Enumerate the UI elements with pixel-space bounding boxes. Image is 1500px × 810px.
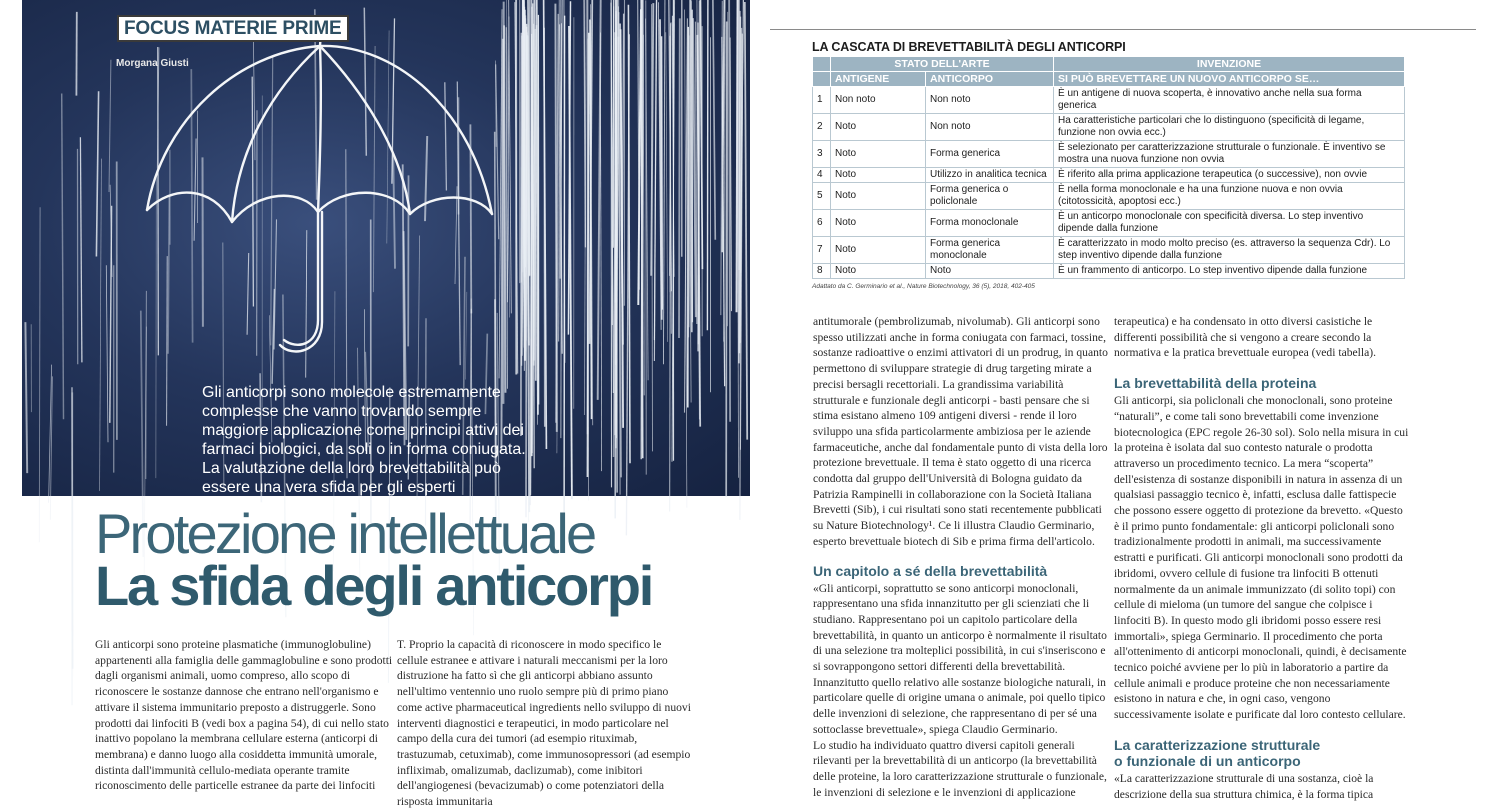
row-condition: È riferito alla prima applicazione terapeutica (o successive), non ovvie (1054, 168, 1405, 183)
paragraph: Lo studio ha individuato quattro diversi capitoli generali rilevanti per la brevettabilità di un anticorpo (la brevettabilità delle proteine, la loro caratterizzazione strutturale o funzionale, le invenzioni di selezione e le invenzioni di applicazione (813, 738, 1111, 801)
row-number: 7 (813, 237, 831, 264)
table-title: LA CASCATA DI BREVETTABILITÀ DEGLI ANTICORPI (812, 40, 1126, 54)
subheading: o funzionale di un anticorpo (1114, 753, 1410, 769)
body-column-2 (397, 637, 691, 810)
table-header-empty (813, 57, 831, 72)
table-row (813, 141, 1405, 168)
table-header-empty (813, 72, 831, 87)
hero-image (22, 0, 750, 496)
row-condition: È selezionato per caratterizzazione strutturale o funzionale. È inventivo se mostra una nuova funzione non ovvia (1054, 141, 1405, 168)
paragraph: Gli anticorpi, sia policlonali che monoclonali, sono proteine “naturali”, e come tali sono brevettabili come invenzione biotecnologica (EPC regole 26-30 sol). Solo nella misura in cui la proteina è isolata dal suo contesto naturale o prodotta attraverso un procedimento tecnico. La mera “scoperta” dell'esistenza di sostanze disponibili in natura in assenza di un qualsiasi passaggio tecnico è, infatti, esclusa dalle fattispecie che possono essere oggetto di protezione da brevetto. «Questo è il primo punto fondamentale: gli anticorpi policlonali sono tradizionalmente prodotti in animali, ma successivamente estratti e purificati. Gli anticorpi monoclonali sono prodotti da ibridomi, ovvero cellule di fusione tra linfociti B ottenuti normalmente da un animale immunizzato (di solito topi) con cellule di mieloma (un tumore del sangue che colpisce i linfociti B). In questo modo gli ibridomi posso essere resi immortali», spiega Germinario. Il procedimento che porta all'ottenimento di anticorpi monoclonali, quindi, è decisamente tecnico poiché avviene per lo più in laboratorio a partire da cellule animali e produce proteine che non necessariamente esistono in natura e che, in ogni caso, vengono successivamente isolate e purificate dal loro contesto cellulare. (1114, 393, 1410, 723)
row-number: 4 (813, 168, 831, 183)
table-source: Adattato da C. Germinario et al., Nature Biotechnology, 36 (5), 2018, 402-405 (812, 283, 1035, 290)
row-antibody: Utilizzo in analitica tecnica (926, 168, 1054, 183)
paragraph: «La caratterizzazione strutturale di una sostanza, cioè la descrizione della sua struttura chimica, è la forma tipica (1114, 771, 1410, 802)
table-row (813, 114, 1405, 141)
row-condition: È un frammento di anticorpo. Lo step inventivo dipende dalla funzione (1054, 264, 1405, 279)
table-row (813, 264, 1405, 279)
row-condition: Ha caratteristiche particolari che lo distinguono (specificità di legame, funzione non ovvia ecc.) (1054, 114, 1405, 141)
paragraph: antitumorale (pembrolizumab, nivolumab). Gli anticorpi sono spesso utilizzati anche in forma coniugata con farmaci, tossine, sostanze radioattive o enzimi attivatori di un prodrug, in quanto permettono di sviluppare strategie di drug targeting mirate a precisi bersagli recettoriali. La grandissima variabilità strutturale e funzionale degli anticorpi - basti pensare che si stima esistano almeno 109 antigeni diversi - rende il loro sviluppo una sfida particolarmente ambiziosa per le aziende farmaceutiche, anche dal fondamentale punto di vista della loro protezione brevettuale. Il tema è stato oggetto di una ricerca condotta dal gruppo dell'Università di Bologna guidato da Patrizia Rampinelli in collaborazione con la Società Italiana Brevetti (Sib), i cui risultati sono stati recentemente pubblicati su Nature Biotechnology¹. Ce li illustra Claudio Germinario, esperto brevettuale biotech di Sib e prima firma dell'articolo. (813, 314, 1111, 550)
table-row (813, 87, 1405, 114)
row-condition: È un antigene di nuova scoperta, è innovativo anche nella sua forma generica (1054, 87, 1405, 114)
subheading: Un capitolo a sé della brevettabilità (813, 563, 1111, 579)
row-antibody: Forma generica (926, 141, 1054, 168)
row-antibody: Non noto (926, 87, 1054, 114)
table-group-invention: INVENZIONE (1054, 57, 1405, 72)
table-row (813, 183, 1405, 210)
row-antigen: Noto (831, 141, 926, 168)
table-header-antibody: ANTICORPO (926, 72, 1054, 87)
row-antigen: Noto (831, 210, 926, 237)
byline: Morgana Giusti (116, 58, 189, 69)
hero-caption: Gli anticorpi sono molecole estremamente complesse che vanno trovando sempre maggiore applicazione come principi attivi dei farmaci biologici, da soli o in forma coniugata. La valutazione della loro brevettabilità può essere una vera sfida per gli esperti (202, 383, 532, 497)
paragraph: T. Proprio la capacità di riconoscere in modo specifico le cellule estranee e attivare i naturali meccanismi per la loro distruzione ha fatto sì che gli anticorpi abbiano assunto nell'ultimo ventennio uno ruolo sempre più di primo piano come active pharmaceutical ingredients nello sviluppo di nuovi interventi diagnostici e terapeutici, in modo particolare nel campo della cura dei tumori (ad esempio rituximab, trastuzumab, cetuximab), come immunosopressori (ad esempio infliximab, omalizumab, daclizumab), come inibitori dell'angiogenesi (bevacizumab) o come potenziatori della risposta immunitaria (397, 637, 691, 810)
row-antigen: Noto (831, 168, 926, 183)
subheading: La brevettabilità della proteina (1114, 375, 1410, 391)
row-antigen: Noto (831, 264, 926, 279)
row-number: 2 (813, 114, 831, 141)
row-antibody: Noto (926, 264, 1054, 279)
page-top-rule (770, 29, 1476, 30)
row-number: 5 (813, 183, 831, 210)
body-column-4 (1114, 314, 1410, 802)
row-condition: È caratterizzato in modo molto preciso (es. attraverso la sequenza Cdr). Lo step inventivo dipende dalla funzione (1054, 237, 1405, 264)
table-row (813, 237, 1405, 264)
row-antibody: Forma generica o policlonale (926, 183, 1054, 210)
row-antigen: Non noto (831, 87, 926, 114)
row-antigen: Noto (831, 183, 926, 210)
paragraph: «Gli anticorpi, soprattutto se sono anticorpi monoclonali, rappresentano una sfida innanzitutto per gli scienziati che li studiano. Rappresentano poi un capitolo particolare della brevettabilità, in quanto un anticorpo è normalmente il risultato di una selezione tra molteplici possibilità, in cui s'inseriscono e si sovrappongono settori differenti della brevettabilità. Innanzitutto quello relativo alle sostanze biologiche naturali, in particolare quelle di origine umana o animale, poi quello tipico delle invenzioni di selezione, che rappresentano di per sé una sottoclasse brevettuale», spiega Claudio Germinario. (813, 581, 1111, 738)
row-number: 6 (813, 210, 831, 237)
row-number: 8 (813, 264, 831, 279)
table-header-antigen: ANTIGENE (831, 72, 926, 87)
paragraph: terapeutica) e ha condensato in otto diversi casistiche le differenti possibilità che si vengono a creare secondo la normativa e la pratica brevettuale europea (vedi tabella). (1114, 314, 1410, 361)
row-condition: È un anticorpo monoclonale con specificità diversa. Lo step inventivo dipende dalla funzione (1054, 210, 1405, 237)
row-antibody: Forma generica monoclonale (926, 237, 1054, 264)
row-antigen: Noto (831, 114, 926, 141)
table-header-condition: SI PUÒ BREVETTARE UN NUOVO ANTICORPO SE… (1054, 72, 1405, 87)
table-row (813, 210, 1405, 237)
row-number: 3 (813, 141, 831, 168)
row-antibody: Non noto (926, 114, 1054, 141)
article-title-line1: Protezione intellettuale (95, 504, 735, 564)
article-title-line2: La sfida degli anticorpi (95, 556, 735, 616)
row-antigen: Noto (831, 237, 926, 264)
patentability-table (812, 56, 1405, 279)
row-number: 1 (813, 87, 831, 114)
row-condition: È nella forma monoclonale e ha una funzione nuova e non ovvia (citotossicità, apoptosi ecc.) (1054, 183, 1405, 210)
table-group-state-of-art: STATO DELL'ARTE (831, 57, 1054, 72)
body-column-3 (813, 314, 1111, 800)
subheading: La caratterizzazione strutturale (1114, 737, 1410, 753)
paragraph: Gli anticorpi sono proteine plasmatiche (immunoglobuline) appartenenti alla famiglia delle gammaglobuline e sono prodotti dagli organismi animali, uomo compreso, allo scopo di riconoscere le sostanze dannose che entrano nell'organismo e attivare il sistema immunitario preposto a distruggerle. Sono prodotti dai linfociti B (vedi box a pagina 54), di cui nello stato inattivo popolano la membrana cellulare esterna (anticorpi di membrana) e danno luogo alla cosiddetta immunità umorale, distinta dall'immunità cellulo-mediata operante tramite riconoscimento delle particelle estranee da parte dei linfociti (95, 637, 397, 794)
body-column-1 (95, 637, 397, 794)
row-antibody: Forma monoclonale (926, 210, 1054, 237)
table-row (813, 168, 1405, 183)
section-tag: FOCUS MATERIE PRIME (117, 15, 349, 42)
